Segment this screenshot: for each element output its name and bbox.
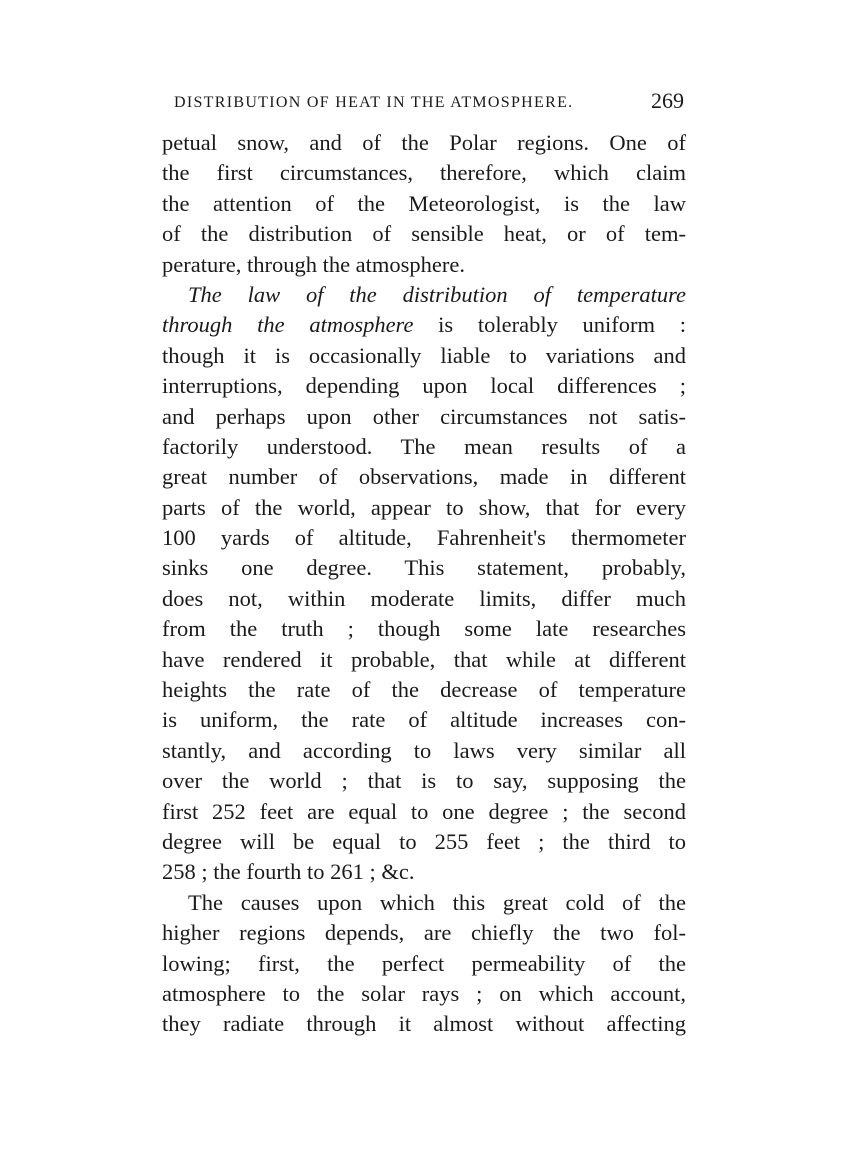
text-line: sinks one degree. This statement, probably, [162, 555, 686, 581]
body-text [162, 128, 686, 1040]
text-line: have rendered it probable, that while at different [162, 646, 686, 672]
text-line: and perhaps upon other circumstances not satis- [162, 403, 686, 429]
text-line: is uniform, the rate of altitude increases con- [162, 707, 686, 733]
italic-phrase: through the atmosphere [162, 312, 414, 338]
page-header [174, 88, 686, 118]
text-line: the attention of the Meteorologist, is the law [162, 190, 686, 216]
text-line: petual snow, and of the Polar regions. One of [162, 130, 686, 155]
text-line: interruptions, depending upon local differences ; [162, 373, 686, 399]
text-line: over the world ; that is to say, supposing the [162, 768, 686, 794]
text-line: the first circumstances, therefore, which claim [162, 160, 686, 186]
text-line: 100 yards of altitude, Fahrenheit's thermometer [162, 525, 686, 551]
text-line: they radiate through it almost without affecting [162, 1011, 686, 1037]
text-line: does not, within moderate limits, differ much [162, 585, 686, 611]
text-line: The causes upon which this great cold of the [188, 889, 686, 915]
text-line: parts of the world, appear to show, that for every [162, 494, 686, 520]
text-line: though it is occasionally liable to variations and [162, 342, 686, 368]
page-number: 269 [651, 88, 684, 113]
text-line: higher regions depends, are chiefly the two fol- [162, 920, 686, 946]
text-line: great number of observations, made in different [162, 464, 686, 490]
running-title: DISTRIBUTION OF HEAT IN THE ATMOSPHERE. [174, 94, 574, 111]
text-line [162, 310, 686, 340]
text-line: 258 ; the fourth to 261 ; &c. [162, 859, 415, 885]
text-line: stantly, and according to laws very similar all [162, 737, 686, 763]
text-line: heights the rate of the decrease of temperature [162, 677, 686, 703]
text-line: first 252 feet are equal to one degree ; the second [162, 798, 686, 824]
text-line: perature, through the atmosphere. [162, 251, 466, 277]
text-line: factorily understood. The mean results of a [162, 433, 686, 459]
text-line: from the truth ; though some late researches [162, 616, 686, 642]
text-fragment: is tolerably uniform : [413, 312, 686, 338]
text-line: atmosphere to the solar rays ; on which account, [162, 980, 686, 1006]
text-line: degree will be equal to 255 feet ; the third to [162, 828, 686, 854]
text-line: lowing; first, the perfect permeability of the [162, 950, 686, 976]
text-line: of the distribution of sensible heat, or of tem- [162, 221, 686, 247]
text-line: The law of the distribution of temperature [188, 281, 686, 307]
